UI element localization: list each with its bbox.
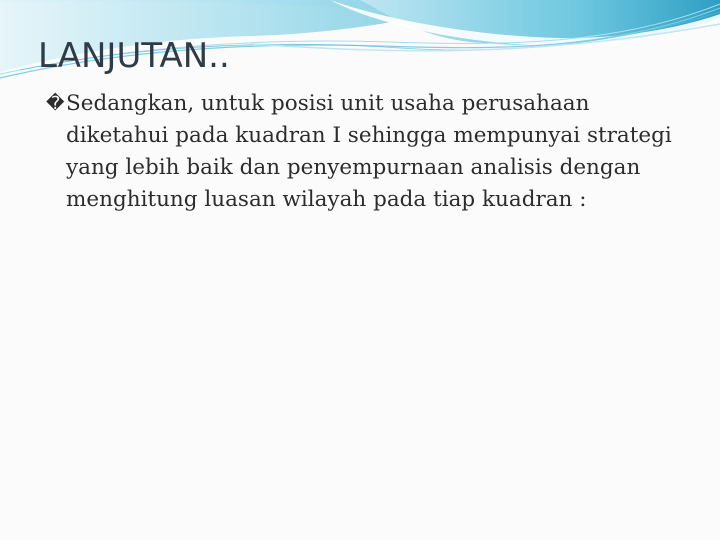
slide-title: LANJUTAN.. xyxy=(38,36,230,76)
slide-body xyxy=(46,88,696,216)
unknown-glyph-icon: � xyxy=(46,93,65,114)
bullet-item xyxy=(46,88,696,216)
bullet-text: Sedangkan, untuk posisi unit usaha perusahaan diketahui pada kuadran I sehingga mempunyai strategi yang lebih baik dan penyempurnaan analisis dengan menghitung luasan wilayah pada tiap kuadran : xyxy=(66,91,672,212)
